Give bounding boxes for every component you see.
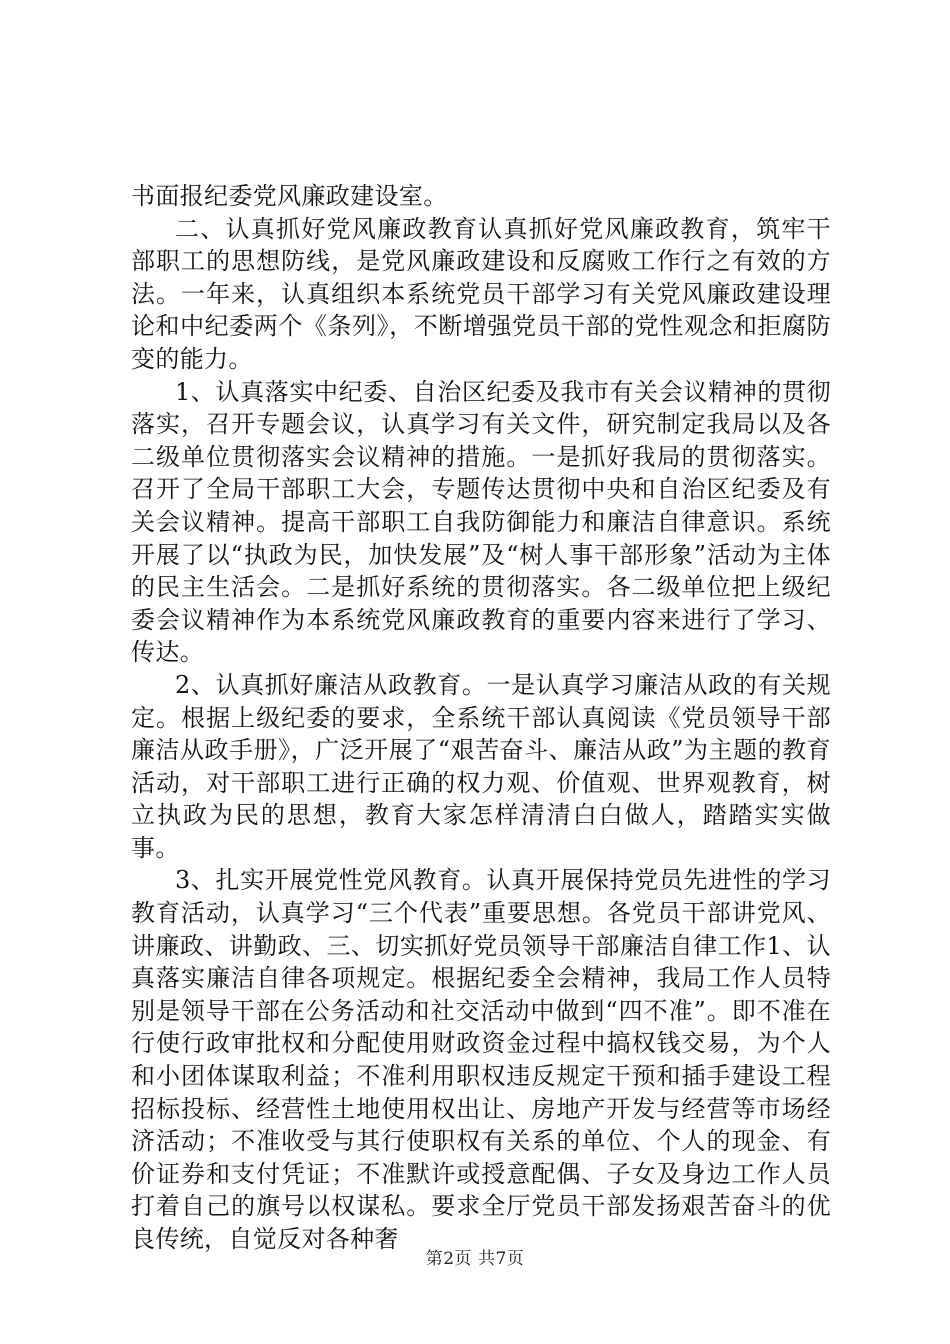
paragraph-item-two: 2、认真抓好廉洁从政教育。一是认真学习廉洁从政的有关规定。根据上级纪委的要求，全系统干部认真阅读《党员领导干部廉洁从政手册》，广泛开展了“艰苦奋斗、廉洁从政”为主题的教育活动，对干部职工进行正确的权力观、价值观、世界观教育，树立执政为民的思想，教育大家怎样清清白白做人，踏踏实实做事。 <box>131 670 831 862</box>
paragraph-item-three: 3、扎实开展党性党风教育。认真开展保持党员先进性的学习教育活动，认真学习“三个代表”重要思想。各党员干部讲党风、讲廉政、讲勤政、三、切实抓好党员领导干部廉洁自律工作1、认真落实廉洁自律各项规定。根据纪委全会精神，我局工作人员特别是领导干部在公务活动和社交活动中做到“四不准”。即不准在行使行政审批权和分配使用财政资金过程中搞权钱交易，为个人和小团体谋取利益；不准利用职权违反规定干预和插手建设工程招标投标、经营性土地使用权出让、房地产开发与经营等市场经济活动；不准收受与其行使职权有关系的单位、个人的现金、有价证券和支付凭证；不准默许或授意配偶、子女及身边工作人员打着自己的旗号以权谋私。要求全厅党员干部发扬艰苦奋斗的优良传统，自觉反对各种奢 <box>131 866 831 1253</box>
document-body <box>131 180 831 1256</box>
paragraph-continuation: 书面报纪委党风廉政建设室。 <box>131 182 448 210</box>
page-number: 第2页 共7页 <box>425 1249 525 1269</box>
paragraph-section-two: 二、认真抓好党风廉政教育认真抓好党风廉政教育，筑牢干部职工的思想防线，是党风廉政建设和反腐败工作行之有效的方法。一年来，认真组织本系统党员干部学习有关党风廉政建设理论和中纪委两个《条列》，不断增强党员干部的党性观念和拒腐防变的能力。 <box>131 214 831 373</box>
paragraph-item-one: 1、认真落实中纪委、自治区纪委及我市有关会议精神的贯彻落实，召开专题会议，认真学习有关文件，研究制定我局以及各二级单位贯彻落实会议精神的措施。一是抓好我局的贯彻落实。召开了全局干部职工大会，专题传达贯彻中央和自治区纪委及有关会议精神。提高干部职工自我防御能力和廉洁自律意识。系统开展了以“执政为民，加快发展”及“树人事干部形象”活动为主体的民主生活会。二是抓好系统的贯彻落实。各二级单位把上级纪委会议精神作为本系统党风廉政教育的重要内容来进行了学习、传达。 <box>131 377 831 667</box>
